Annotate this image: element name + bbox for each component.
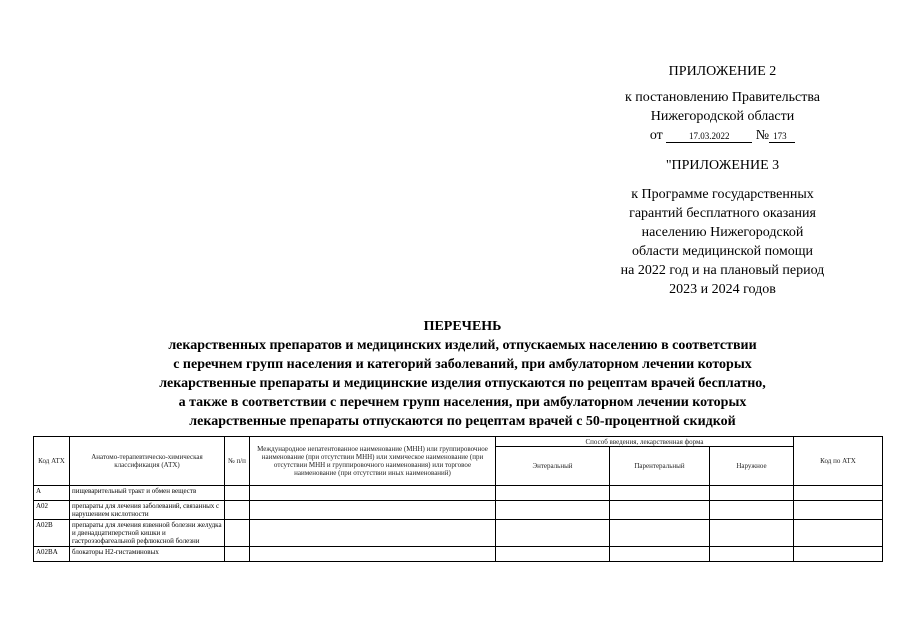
table-row <box>34 547 883 562</box>
header-code: Код АТХ <box>34 437 70 486</box>
cell-empty <box>250 547 496 562</box>
cell-empty <box>496 547 610 562</box>
attachment2-date-line <box>600 126 845 145</box>
from-label: от <box>649 128 663 143</box>
cell-code: A02 <box>34 501 70 520</box>
header-code-atx: Код по АТХ <box>794 437 883 486</box>
attachment3-line: населению Нижегородской <box>641 225 804 240</box>
cell-empty <box>710 547 794 562</box>
cell-empty <box>794 486 883 501</box>
attachment3-line: гарантий бесплатного оказания <box>629 206 816 221</box>
header-classification: Анатомо-терапевтическо-химическая классификация (АТХ) <box>70 437 225 486</box>
attachment2-title: ПРИЛОЖЕНИЕ 2 <box>668 64 777 79</box>
attachment3-line: на 2022 год и на плановый период <box>620 263 825 278</box>
header-name: Международное непатентованное наименование (МНН) или группировочное наименование (при отсутствии МНН) или химическое наименование (при отсутствии МНН и группировочного наименования) или торговое наименование (при отсутствии иных наименований) <box>250 437 496 486</box>
attachment3-line: к Программе государственных <box>631 187 814 202</box>
cell-empty <box>610 520 710 547</box>
cell-empty <box>610 486 710 501</box>
cell-empty <box>794 520 883 547</box>
number-label: № <box>755 128 770 143</box>
cell-empty <box>225 501 250 520</box>
cell-empty <box>610 501 710 520</box>
cell-name: блокаторы H2-гистаминовых <box>70 547 225 562</box>
header-parenteral: Парентеральный <box>610 447 710 486</box>
cell-empty <box>610 547 710 562</box>
document-heading <box>110 317 815 431</box>
heading-title: ПЕРЕЧЕНЬ <box>423 319 502 334</box>
heading-line: а также в соответствии с перечнем групп населения, при амбулаторном лечении которых <box>178 395 747 410</box>
heading-line: лекарственные препараты отпускаются по рецептам врачей с 50-процентной скидкой <box>189 414 736 429</box>
cell-empty <box>250 501 496 520</box>
cell-name: препараты для лечения заболеваний, связанных с нарушением кислотности <box>70 501 225 520</box>
cell-empty <box>794 501 883 520</box>
attachment3-block <box>600 185 845 299</box>
cell-name: препараты для лечения язвенной болезни желудка и двенадцатиперстной кишки и гастроэзофагеальной рефлюксной болезни <box>70 520 225 547</box>
heading-line: лекарственных препаратов и медицинских изделий, отпускаемых населению в соответствии <box>168 338 757 353</box>
table-header-row <box>34 437 883 447</box>
cell-code: A02B <box>34 520 70 547</box>
cell-empty <box>225 486 250 501</box>
heading-line: лекарственные препараты и медицинские изделия отпускаются по рецептам врачей бесплатно, <box>159 376 766 391</box>
table-row <box>34 486 883 501</box>
cell-empty <box>250 520 496 547</box>
decree-date: 17.03.2022 <box>666 130 752 143</box>
header-external: Наружное <box>710 447 794 486</box>
cell-empty <box>250 486 496 501</box>
table-row <box>34 520 883 547</box>
cell-empty <box>794 547 883 562</box>
attachment3-line: области медицинской помощи <box>632 244 813 259</box>
attachment2-line1: к постановлению Правительства <box>624 90 821 105</box>
cell-empty <box>496 501 610 520</box>
header-number: № п/п <box>225 437 250 486</box>
cell-empty <box>496 520 610 547</box>
header-route-group: Способ введения, лекарственная форма <box>496 437 794 447</box>
cell-empty <box>225 520 250 547</box>
attachment2-block <box>600 88 845 145</box>
heading-line: с перечнем групп населения и категорий заболеваний, при амбулаторном лечении которых <box>173 357 752 372</box>
drug-list-table <box>33 436 883 562</box>
cell-name: пищеварительный тракт и обмен веществ <box>70 486 225 501</box>
cell-empty <box>225 547 250 562</box>
header-enteral: Энтеральный <box>496 447 610 486</box>
cell-empty <box>496 486 610 501</box>
cell-code: A <box>34 486 70 501</box>
table-row <box>34 501 883 520</box>
attachment3-title: "ПРИЛОЖЕНИЕ 3 <box>665 158 780 173</box>
cell-empty <box>710 501 794 520</box>
cell-code: A02BA <box>34 547 70 562</box>
cell-empty <box>710 486 794 501</box>
cell-empty <box>710 520 794 547</box>
decree-number: 173 <box>769 130 795 143</box>
attachment3-line: 2023 и 2024 годов <box>669 282 776 297</box>
attachment2-line2: Нижегородской области <box>650 109 795 124</box>
